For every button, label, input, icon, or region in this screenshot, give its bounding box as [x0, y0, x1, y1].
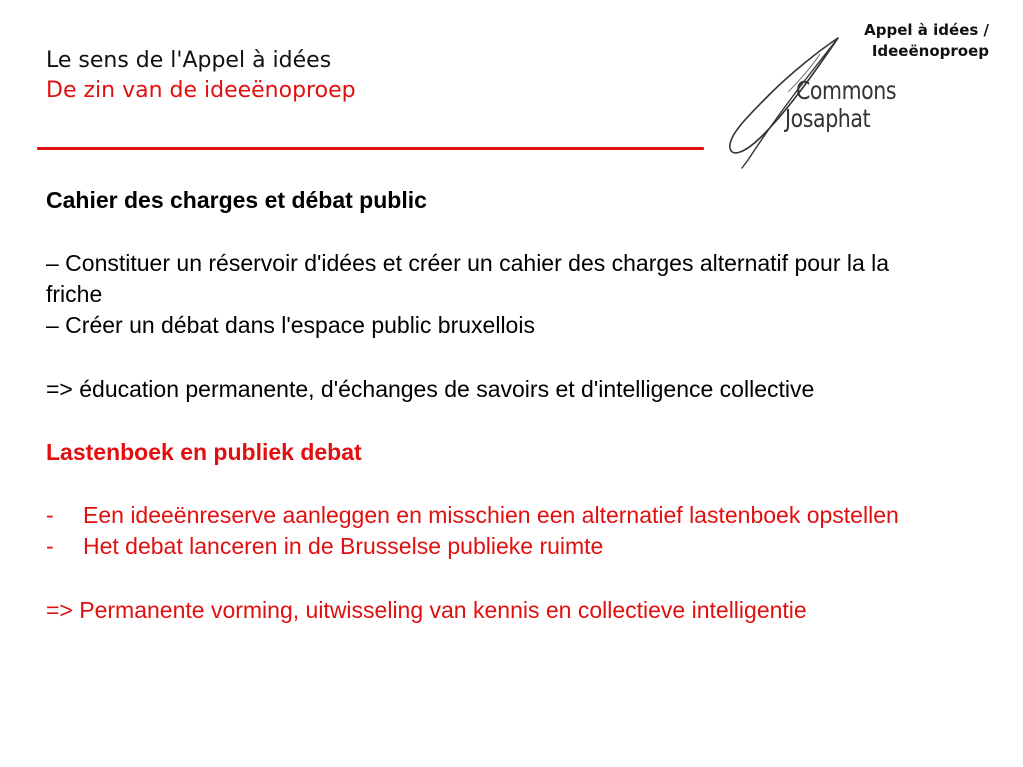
list-item	[46, 500, 926, 531]
corner-label-line1: Appel à idées /	[864, 21, 989, 39]
logo-word-commons: Commons	[796, 76, 897, 105]
french-item: – Créer un débat dans l'espace public bruxellois	[46, 312, 535, 338]
title-french: Le sens de l'Appel à idées	[46, 48, 332, 73]
page-title	[46, 46, 356, 106]
dutch-section-heading: Lastenboek en publiek debat	[46, 439, 362, 465]
dutch-item-text: Een ideeënreserve aanleggen en misschien een alternatief lastenboek opstellen	[83, 502, 899, 528]
commons-josaphat-logo	[722, 36, 912, 172]
list-item	[46, 531, 926, 562]
corner-label-line2: Ideeënoproep	[871, 42, 989, 60]
french-conclusion: => éducation permanente, d'échanges de savoirs et d'intelligence collective	[46, 376, 815, 402]
dutch-conclusion: => Permanente vorming, uitwisseling van kennis en collectieve intelligentie	[46, 597, 807, 623]
logo-word-josaphat: Josaphat	[785, 104, 871, 133]
dash-bullet: -	[46, 502, 54, 528]
title-dutch: De zin van de ideeënoproep	[46, 78, 356, 103]
french-item: – Constituer un réservoir d'idées et créer un cahier des charges alternatif pour la la friche	[46, 250, 890, 307]
dutch-item-list	[46, 500, 926, 562]
title-underline	[37, 147, 704, 150]
slide-body	[46, 185, 926, 626]
dutch-item-text: Het debat lanceren in de Brusselse publieke ruimte	[83, 533, 604, 559]
french-section-heading: Cahier des charges et débat public	[46, 187, 427, 213]
dash-bullet: -	[46, 533, 54, 559]
